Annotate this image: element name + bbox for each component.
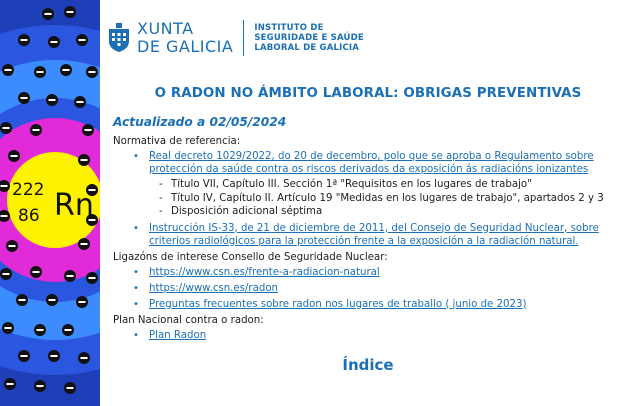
minus-sign-icon xyxy=(81,357,88,359)
minus-sign-icon xyxy=(5,327,12,329)
normativa-list xyxy=(113,150,623,248)
minus-sign-icon xyxy=(37,385,44,387)
minus-sign-icon xyxy=(3,127,10,129)
header-divider xyxy=(243,20,244,56)
radon-atom-illustration xyxy=(0,0,100,406)
minus-sign-icon xyxy=(81,159,88,161)
index-heading[interactable]: Índice xyxy=(342,355,394,374)
galicia-coat-of-arms-icon xyxy=(107,23,131,53)
minus-sign-icon xyxy=(21,97,28,99)
bullet-icon: • xyxy=(133,222,139,234)
atom-rings-graphic xyxy=(0,0,100,406)
minus-sign-icon xyxy=(67,387,74,389)
dash-icon: - xyxy=(159,179,163,190)
page-header xyxy=(107,16,364,60)
minus-sign-icon xyxy=(21,39,28,41)
list-item xyxy=(113,150,623,219)
link-instruccion-is33[interactable]: Instrucción IS-33, de 21 de diciembre de 2011, del Consejo de Seguridad Nuclear, sobre criterios radiológicos para la protección frente a la exposición a la radiación natural. xyxy=(149,222,599,247)
minus-sign-icon xyxy=(5,69,12,71)
mass-number: 222 xyxy=(12,180,45,200)
institute-line-3: LABORAL DE GALICIA xyxy=(254,43,360,53)
link-real-decreto[interactable]: Real decreto 1029/2022, do 20 de decembro, polo que se aproba o Regulamento sobre protección da saúde contra os riscos derivados da exposición ás radiacións ionizantes xyxy=(149,151,594,175)
subitem-text: Título IV, Capítulo II. Artículo 19 "Medidas en los lugares de trabajo", apartados 2 y 3 xyxy=(171,192,604,204)
bullet-icon: • xyxy=(133,266,139,278)
minus-sign-icon xyxy=(37,329,44,331)
page-title: O RADON NO ÁMBITO LABORAL: OBRIGAS PREVENTIVAS xyxy=(154,86,582,101)
list-item xyxy=(113,266,623,279)
xunta-line-2: DE GALICIA xyxy=(137,37,234,56)
minus-sign-icon xyxy=(79,301,86,303)
section-label-ligazons: Ligazóns de interese Consello de Seguridade Nuclear: xyxy=(113,251,388,263)
bullet-icon: • xyxy=(133,282,139,294)
institute-name[interactable] xyxy=(254,23,364,53)
minus-sign-icon xyxy=(67,11,74,13)
bullet-icon: • xyxy=(133,298,139,310)
minus-sign-icon xyxy=(9,245,16,247)
document-content xyxy=(113,86,623,374)
minus-sign-icon xyxy=(85,129,92,131)
minus-sign-icon xyxy=(67,275,74,277)
institute-line-1: INSTITUTO DE xyxy=(254,23,324,33)
minus-sign-icon xyxy=(33,271,40,273)
list-item xyxy=(113,222,623,248)
minus-sign-icon xyxy=(77,101,84,103)
xunta-wordmark xyxy=(137,20,233,56)
minus-sign-icon xyxy=(37,71,44,73)
minus-sign-icon xyxy=(1,185,8,187)
minus-sign-icon xyxy=(19,299,26,301)
sublist-item xyxy=(149,192,623,206)
minus-sign-icon xyxy=(51,355,58,357)
link-preguntas-frecuentes[interactable]: Preguntas frecuentes sobre radon nos lugares de traballo ( junio de 2023) xyxy=(149,298,527,310)
minus-sign-icon xyxy=(49,299,56,301)
section-label-plan-nacional: Plan Nacional contra o radon: xyxy=(113,314,264,326)
minus-sign-icon xyxy=(49,99,56,101)
list-item xyxy=(113,282,623,295)
link-csn-radiacion-natural[interactable]: https://www.csn.es/frente-a-radiacion-natural xyxy=(149,266,380,278)
section-label-normativa: Normativa de referencia: xyxy=(113,136,241,147)
bullet-icon: • xyxy=(133,151,139,162)
real-decreto-sublist xyxy=(149,178,623,219)
minus-sign-icon xyxy=(45,13,52,15)
minus-sign-icon xyxy=(21,355,28,357)
updated-date: Actualizado a 02/05/2024 xyxy=(113,115,287,129)
ligazons-list xyxy=(113,266,623,311)
plan-nacional-list xyxy=(113,329,623,342)
list-item xyxy=(113,298,623,311)
minus-sign-icon xyxy=(63,69,70,71)
element-symbol: Rn xyxy=(54,188,94,223)
minus-sign-icon xyxy=(3,273,10,275)
minus-sign-icon xyxy=(79,39,86,41)
minus-sign-icon xyxy=(65,329,72,331)
minus-sign-icon xyxy=(51,41,58,43)
atomic-number: 86 xyxy=(18,206,40,226)
institute-line-2: SEGURIDADE E SAÚDE xyxy=(254,33,364,43)
xunta-logo[interactable] xyxy=(107,20,233,56)
sublist-item xyxy=(149,205,623,219)
dash-icon: - xyxy=(159,192,163,204)
minus-sign-icon xyxy=(81,243,88,245)
bullet-icon: • xyxy=(133,329,139,341)
dash-icon: - xyxy=(159,206,163,217)
link-csn-radon[interactable]: https://www.csn.es/radon xyxy=(149,282,279,294)
xunta-line-1: XUNTA xyxy=(137,19,194,38)
subitem-text: Título VII, Capítulo III. Sección 1ª "Requisitos en los lugares de trabajo" xyxy=(171,179,532,190)
minus-sign-icon xyxy=(33,129,40,131)
sublist-item xyxy=(149,178,623,192)
minus-sign-icon xyxy=(89,71,96,73)
minus-sign-icon xyxy=(7,383,14,385)
minus-sign-icon xyxy=(11,155,18,157)
minus-sign-icon xyxy=(1,215,8,217)
link-plan-radon[interactable]: Plan Radon xyxy=(149,329,207,341)
subitem-text: Disposición adicional séptima xyxy=(171,206,323,217)
list-item xyxy=(113,329,623,342)
minus-sign-icon xyxy=(89,277,96,279)
